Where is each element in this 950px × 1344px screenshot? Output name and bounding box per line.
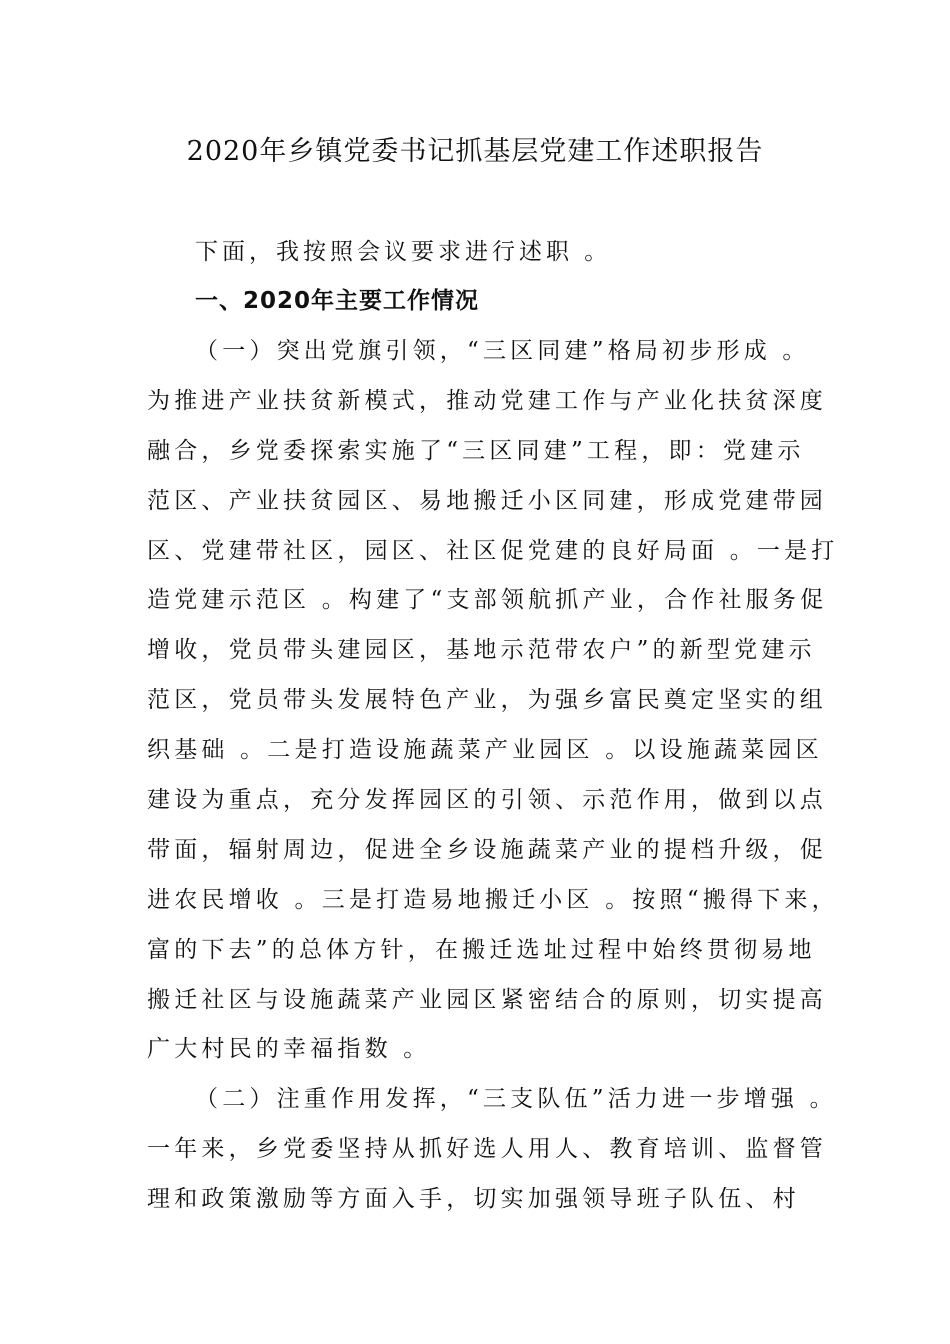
paragraph-line: 富的下去”的总体方针，在搬迁选址过程中始终贯彻易地	[147, 936, 816, 963]
paragraph-line: 理和政策激励等方面入手，切实加强领导班子队伍、村	[147, 1186, 800, 1213]
paragraph-line: 为推进产业扶贫新模式，推动党建工作与产业化扶贫深度	[147, 387, 827, 414]
paragraph-line: 搬迁社区与设施蔬菜产业园区紧密结合的原则，切实提高	[147, 986, 827, 1013]
paragraph-line: （二）注重作用发挥，“三支队伍”活力进一步增强 。	[195, 1086, 837, 1113]
document-title: 2020年乡镇党委书记抓基层党建工作述职报告	[186, 136, 764, 167]
paragraph-line: 范区、产业扶贫园区、易地搬迁小区同建，形成党建带园	[147, 487, 827, 514]
paragraph-line: 建设为重点，充分发挥园区的引领、示范作用，做到以点	[147, 787, 827, 814]
paragraph-line: 进农民增收 。三是打造易地搬迁小区 。按照“搬得下来，	[147, 886, 839, 913]
paragraph-line: 融合，乡党委探索实施了“三区同建”工程，即：党建示	[147, 437, 805, 464]
paragraph-line: 增收，党员带头建园区，基地示范带农户”的新型党建示	[147, 637, 816, 664]
paragraph-line: 一年来，乡党委坚持从抓好选人用人、教育培训、监督管	[147, 1136, 827, 1163]
paragraph-line: 范区，党员带头发展特色产业，为强乡富民奠定坚实的组	[147, 687, 827, 714]
body-text	[0, 333, 950, 1231]
section-heading-1: 一、2020年主要工作情况	[195, 288, 480, 314]
paragraph-line: 造党建示范区 。构建了“支部领航抓产业，合作社服务促	[147, 587, 828, 614]
paragraph-line: 织基础 。二是打造设施蔬菜产业园区 。以设施蔬菜园区	[147, 737, 823, 764]
intro-paragraph: 下面，我按照会议要求进行述职 。	[195, 239, 612, 265]
paragraph-line: 带面，辐射周边，促进全乡设施蔬菜产业的提档升级，促	[147, 836, 827, 863]
paragraph-line: （一）突出党旗引领，“三区同建”格局初步形成 。	[195, 338, 810, 364]
paragraph-line: 区、党建带社区，园区、社区促党建的良好局面 。一是打	[147, 537, 839, 564]
paragraph-line: 广大村民的幸福指数 。	[147, 1036, 431, 1063]
